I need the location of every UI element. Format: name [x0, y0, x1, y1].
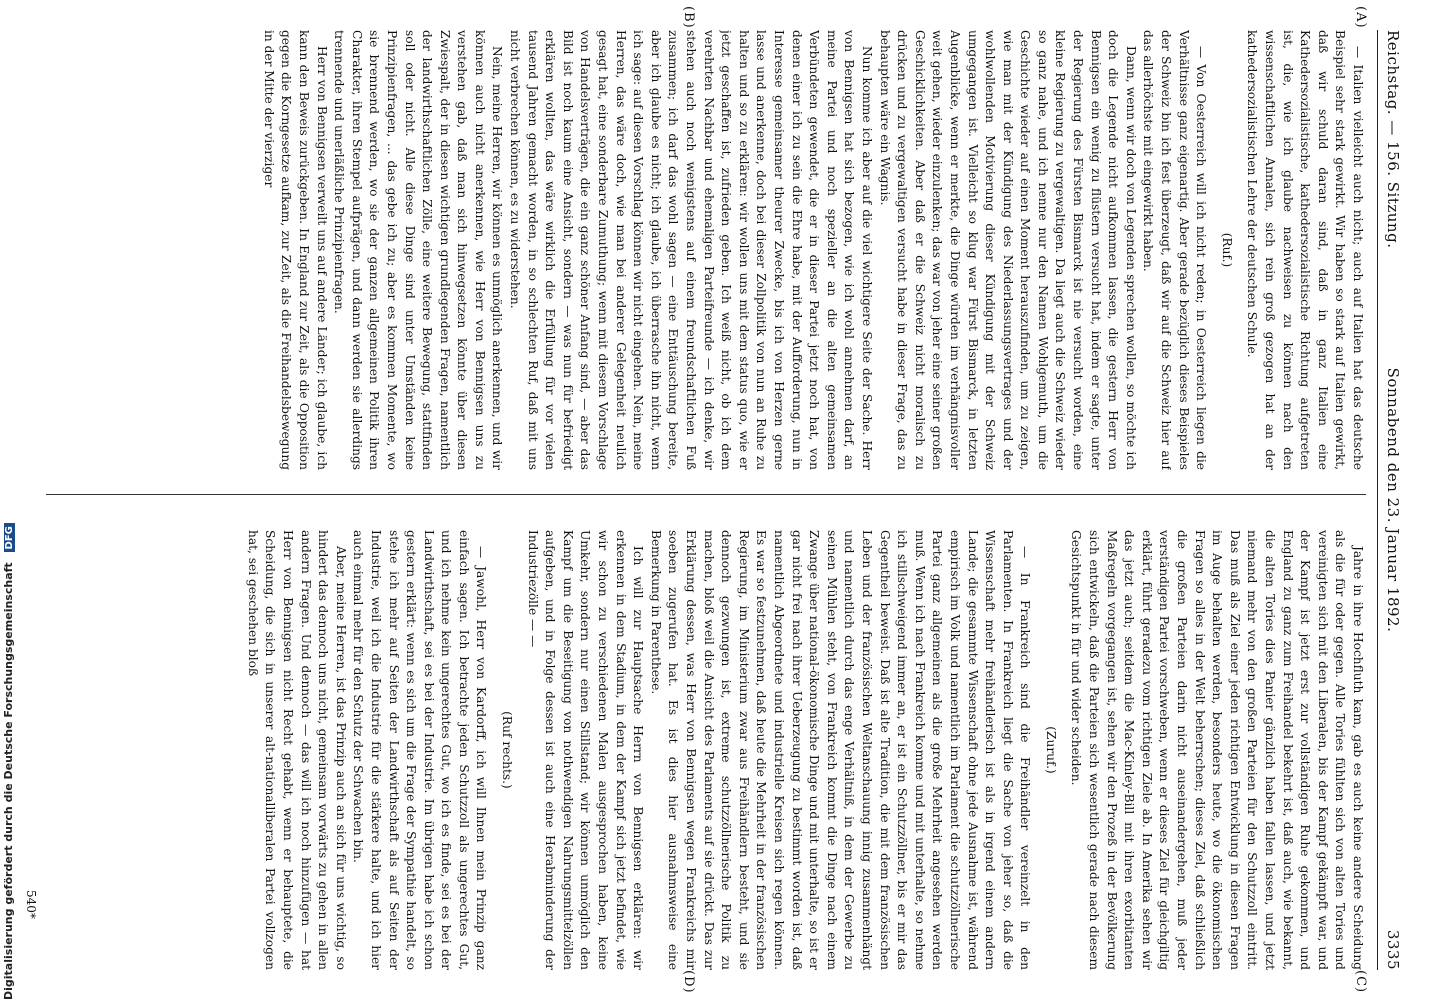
paragraph: Herr von Bennigsen verweilt uns auf andere Länder; ich glaube, ich kann den Beweis zurückgeben. In England zur Zeit, als die Opposition gegen die Korngesetze aufkam, zur Zeit, als die Freihandelsbewegung in der Mitte der vierziger [261, 30, 329, 470]
header-left: Reichstag. — 156. Sitzung. [1384, 30, 1402, 249]
dfg-logo: DFG [4, 523, 15, 552]
paragraph: Aber, meine Herren, ist das Prinzip auch an sich für uns wichtig, so hindert das dennoch uns nicht, gemeinsam vorwärts zu gehen in allen andern Fragen. Und dennoch — das will ich noch hinzufügen — hat Herr von Bennigsen nicht Recht gehabt, wenn er behauptete, die Scheidung, die sich in unserer alt-nationalliberalen Partei vollzogen hat, sei geschehen bloß [245, 530, 348, 970]
paragraph: Dann, wenn wir doch von Legenden sprechen wollen, so möchte ich doch die Legende nicht aufkommen lassen, die gestern Herr von Bennigsen ein wenig zu flüstern versucht hat, indem er sagte, unter der Regierung des Fürsten Bismarck ist nie versucht worden, eine kleine Regierung zu vergewaltigen. Da liegt auch die Schweiz wieder so ganz nahe, und ich nenne nur den Namen Wohlgemuth, um die Geschichte wieder auf einen Moment herauszufinden, um zu zeigen, wie man mit der Kündigung des Niederlassungsvertrages und der wohlwollenden Motivierung dieser Kündigung mit der Schweiz umgegangen ist. Vielleicht so klug war Fürst Bismarck, in letzten Augenblicke, wenn er merkte, die Dinge würden im verhängnisvoller weit gehen, wieder einzulenken; das war von jeher eine seiner großen Geschicklichkeiten. Aber daß er die Schweiz nicht moralisch zu drücken und zu vergewaltigen versucht habe in dieser Frage, das zu behaupten wäre ein Wagnis. [877, 30, 1138, 470]
margin-marker-d: (D) [681, 970, 696, 994]
interjection: (Ruf.) [1219, 232, 1234, 268]
right-column [46, 530, 1366, 970]
digitization-note [2, 0, 18, 1000]
page-header [1377, 30, 1404, 970]
paragraph: Jahre in ihre Hochfluth kam, gab es auch keine andere Scheidung als die für oder gegen. Alle Tories fühlten sich von alten Tories und vereinigten sich mit den Liberalen, bis der Kampf gekämpft war, und der Kampf ist jetzt erst zur vollständigen Ruhe gekommen, und England zu ganz zum Freihandel bekehrt ist, daß auch, wie bekannt, die alten Tories dies Panier gänzlich haben fallen lassen, und jetzt niemand mehr von den großen Parteien für den Schutzzoll eintritt. Das muß als Ziel einer jeden richtigen Entwicklung in diesen Fragen im Auge behalten werden, besonders heute, wo die ökonomischen Fragen so alles in der Welt beherrschen; dieses Ziel, daß schließlich die großen Parteien darin nicht auseinandergehen, muß jeder verständigen Partei vorschweben, wenn er dieses Ziel für gleichgiltig erklärt, führt geradezu vom richtigen Ziele ab. In Amerika sehen wir das jetzt auch; seitdem die Mac-Kinley-Bill mit ihren exorbitanten Maßregeln vorgegangen ist, sehen wir den Prozeß in der Bevölkerung sich entwickeln, daß die Parteien sich wesentlich gerade nach diesem Gesichtspunkt in für und wider scheiden. [1069, 530, 1365, 970]
paragraph: Nein, meine Herren, wir können es unmöglich anerkennen, und wir können auch nicht anerkennen, wie Herr von Bennigsen uns zu verstehen gab, daß man sich hinwegsetzen könnte über diesen Zwiespalt, der in diesen wichtigen grundlegenden Fragen, namentlich der landwirthschaftlichen Zölle, eine weitere Bewegung, stattfinden soll oder nicht. Alle diese Dinge sind unter Umständen keine Prinzipienfragen, ... das gebe ich zu; aber es kommen Momente, wo sie brennend werden, wo sie der ganzen allgemeinen Politik ihren Charakter, ihren Stempel aufprägen, und dann werden sie allerdings trennende und unerläßliche Prinzipienfragen. [332, 30, 505, 470]
interjection: (Zuruf.) [1043, 726, 1058, 774]
paragraph: — In Frankreich sind die Freihändler vereinzelt in den Parlamenten. In Frankreich liegt die Sache von jeher so, daß die Wissenschaft mehr freihändlerisch ist als in irgend einem andern Lande; die gesammte Wissenschaft ohne jede Ausnahme ist, während empirisch im Volk und namentlich im Parlament die schutzzöllnerische Partei ganz allgemeinen als die große Mehrheit angesehen werden muß. Wenn ich nach Frankreich komme und mit unterhalte, so nehme ich stillschweigend immer an, er ist ein Schutzzöllner, bis er mir das Gegentheil beweist. Daß ist alte Tradition, die mit dem französischen Leben und der französischen Weltanschauung innig zusammenhängt und namentlich durch das enge Verhältniß, in dem der Gewerbe zu seinen Mühlen steht, von Frankreich kommt die Dinge nach einem Zwange über national-ökonomische Dinge und mit unterhalte, so ist er gar nicht frei nach ihrer Ueberzeugung zu bestimmt worden ist, daß namentlich Abgeordnete und industrielle Kreisen sich regen können. Es war so festzunehmen, daß heute die Mehrheit in der französischen Regierung, im Ministerium zwar aus Freihändlern besteht, und sie dennoch gezwungen ist, extreme schutzzöllnerische Politik zu machen, bloß weil die Ansicht des Parlaments auf sie drückt. Das zur Erklärung dessen, was Herr von Bennigsen wegen Frankreichs mir soeben zugerufen hat. Es ist dies hier ausnahmsweise eine Bemerkung in Parenthese. [648, 530, 1033, 970]
paragraph: Nun komme ich aber auf die viel wichtigere Seite der Sache. Herr von Bennigsen hat sich bezogen, wie ich wohl annehmen darf, an meine Partei und noch spezieller an die alten gemeinsamen Verbündeten gewendet, die er in dieser Partei jetzt noch hat, von denen einer ich zu sein die Ehre habe, mit der Aufforderung, nun in Interesse gemeinsamer theurer Zwecke, bis ich von Herzen gerne lasse und anerkenne, doch bei dieser Zollpolitik von nun an Ruhe zu halten und so zu erklären: wir wollen uns mit dem status quo, wie er jetzt geschaffen ist, zufrieden geben. Ich weiß nicht, ob ich dem verehrten Nachbar und ehemaligen Parteifreunde — ich denke, wir stehen auch noch wenigstens auf einem freundschaftlichen Fuß zusammen; ich darf das wohl sagen — eine Enttäuschung bereite, aber ich glaube es nicht; ich glaube, ich überrasche ihn nicht, wenn ich sage: auf diesen Vorschlag können wir nicht eingehen. Nein, meine Herren, das wäre doch, wie man bei anderer Gelegenheit neulich gesagt hat, eine sonderbare Zumuthung; wenn mit diesem Vorschlage von Handelsverträgen, die ein ganz schöner Anfang sind, — aber das Bild ist noch kaum eine Ansicht, sondern — was nun für befriedigt erklären wollten, das wäre wirklich die Erfüllung für vor vielen tausend Jahren gemacht worden, in so schlechten Ruf, daß mit uns nicht verbrechen können, es zu widerstehen. [508, 30, 874, 470]
interjection: (Ruf rechts.) [500, 711, 515, 789]
margin-marker-c: (C) [1353, 970, 1368, 994]
paragraph: Ich will zur Hauptsache Herrn von Bennigsen erklären: wir erkennen in dem Stadium, in dem der Kampf sich jetzt befindet, wie wir schon zu verschiedenen Malen ausgesprochen haben, keine Umkehr, sondern nur einen Stillstand; wir können unmöglich den Kampf um die Beseitigung von nothwendigen Nahrungsmittelzöllen aufgeben, und in Folge dessen ist auch eine Herabminderung der Industriezölle — — [525, 530, 646, 970]
header-center: Sonnabend den 23. Januar 1892. [1384, 367, 1402, 633]
left-column [46, 30, 1366, 470]
margin-marker-a: (A) [1353, 6, 1368, 29]
margin-marker-b: (B) [681, 6, 696, 29]
paragraph: — Jawohl, Herr von Kardorff, ich will Ihnen mein Prinzip ganz einfach sagen. Ich betrachte jeden Schutzzoll als ungerechtes Gut, und ich nehme kein ungerechtes Gut, wo ich es finde, sei es bei der Landwirthschaft, sei es bei der Industrie. Im übrigen habe ich schon gestern erklärt: wenn es sich um die Frage der Sympathie handelt, so stehe ich mehr auf Seiten der Landwirthschaft als auf Seiten der Industrie, weil ich die Industrie für die stärkere halte, und ich hier auch einmal mehr für den Schutz der Schwachen bin. [351, 530, 489, 970]
paragraph: — Italien vielleicht auch nicht; auch auf Italien hat das deutsche Beispiel sehr stark gewirkt. Wir haben so stark auf Italien gewirkt, daß wir schuld daran sind, daß in ganz Italien eine Kathedersozialistische, kathedersozialistische Richtung aufgetreten ist, die, wie ich glaube nachweisen zu können nach den wissenschaftlichen Annalen, sich rein groß gezogen hat an der kathedersozialistischen Lehre der deutschen Schule. [1245, 30, 1365, 470]
page-number: 3335 [1384, 929, 1402, 970]
column-divider [46, 494, 1366, 495]
digitization-text: Digitalisierung gefördert durch die Deutsche Forschungsgemeinschaft [2, 562, 15, 1000]
sheet-signature: 540* [24, 890, 38, 919]
paragraph: — Von Oesterreich will ich nicht reden; in Oesterreich liegen die Verhältnisse ganz eigenartig. Aber gerade bezüglich dieses Beispieles der Schweiz bin ich fest überzeugt, daß wir auf die Schweiz hier auf das allerhöchste mit eingewirkt haben. [1141, 30, 1209, 470]
